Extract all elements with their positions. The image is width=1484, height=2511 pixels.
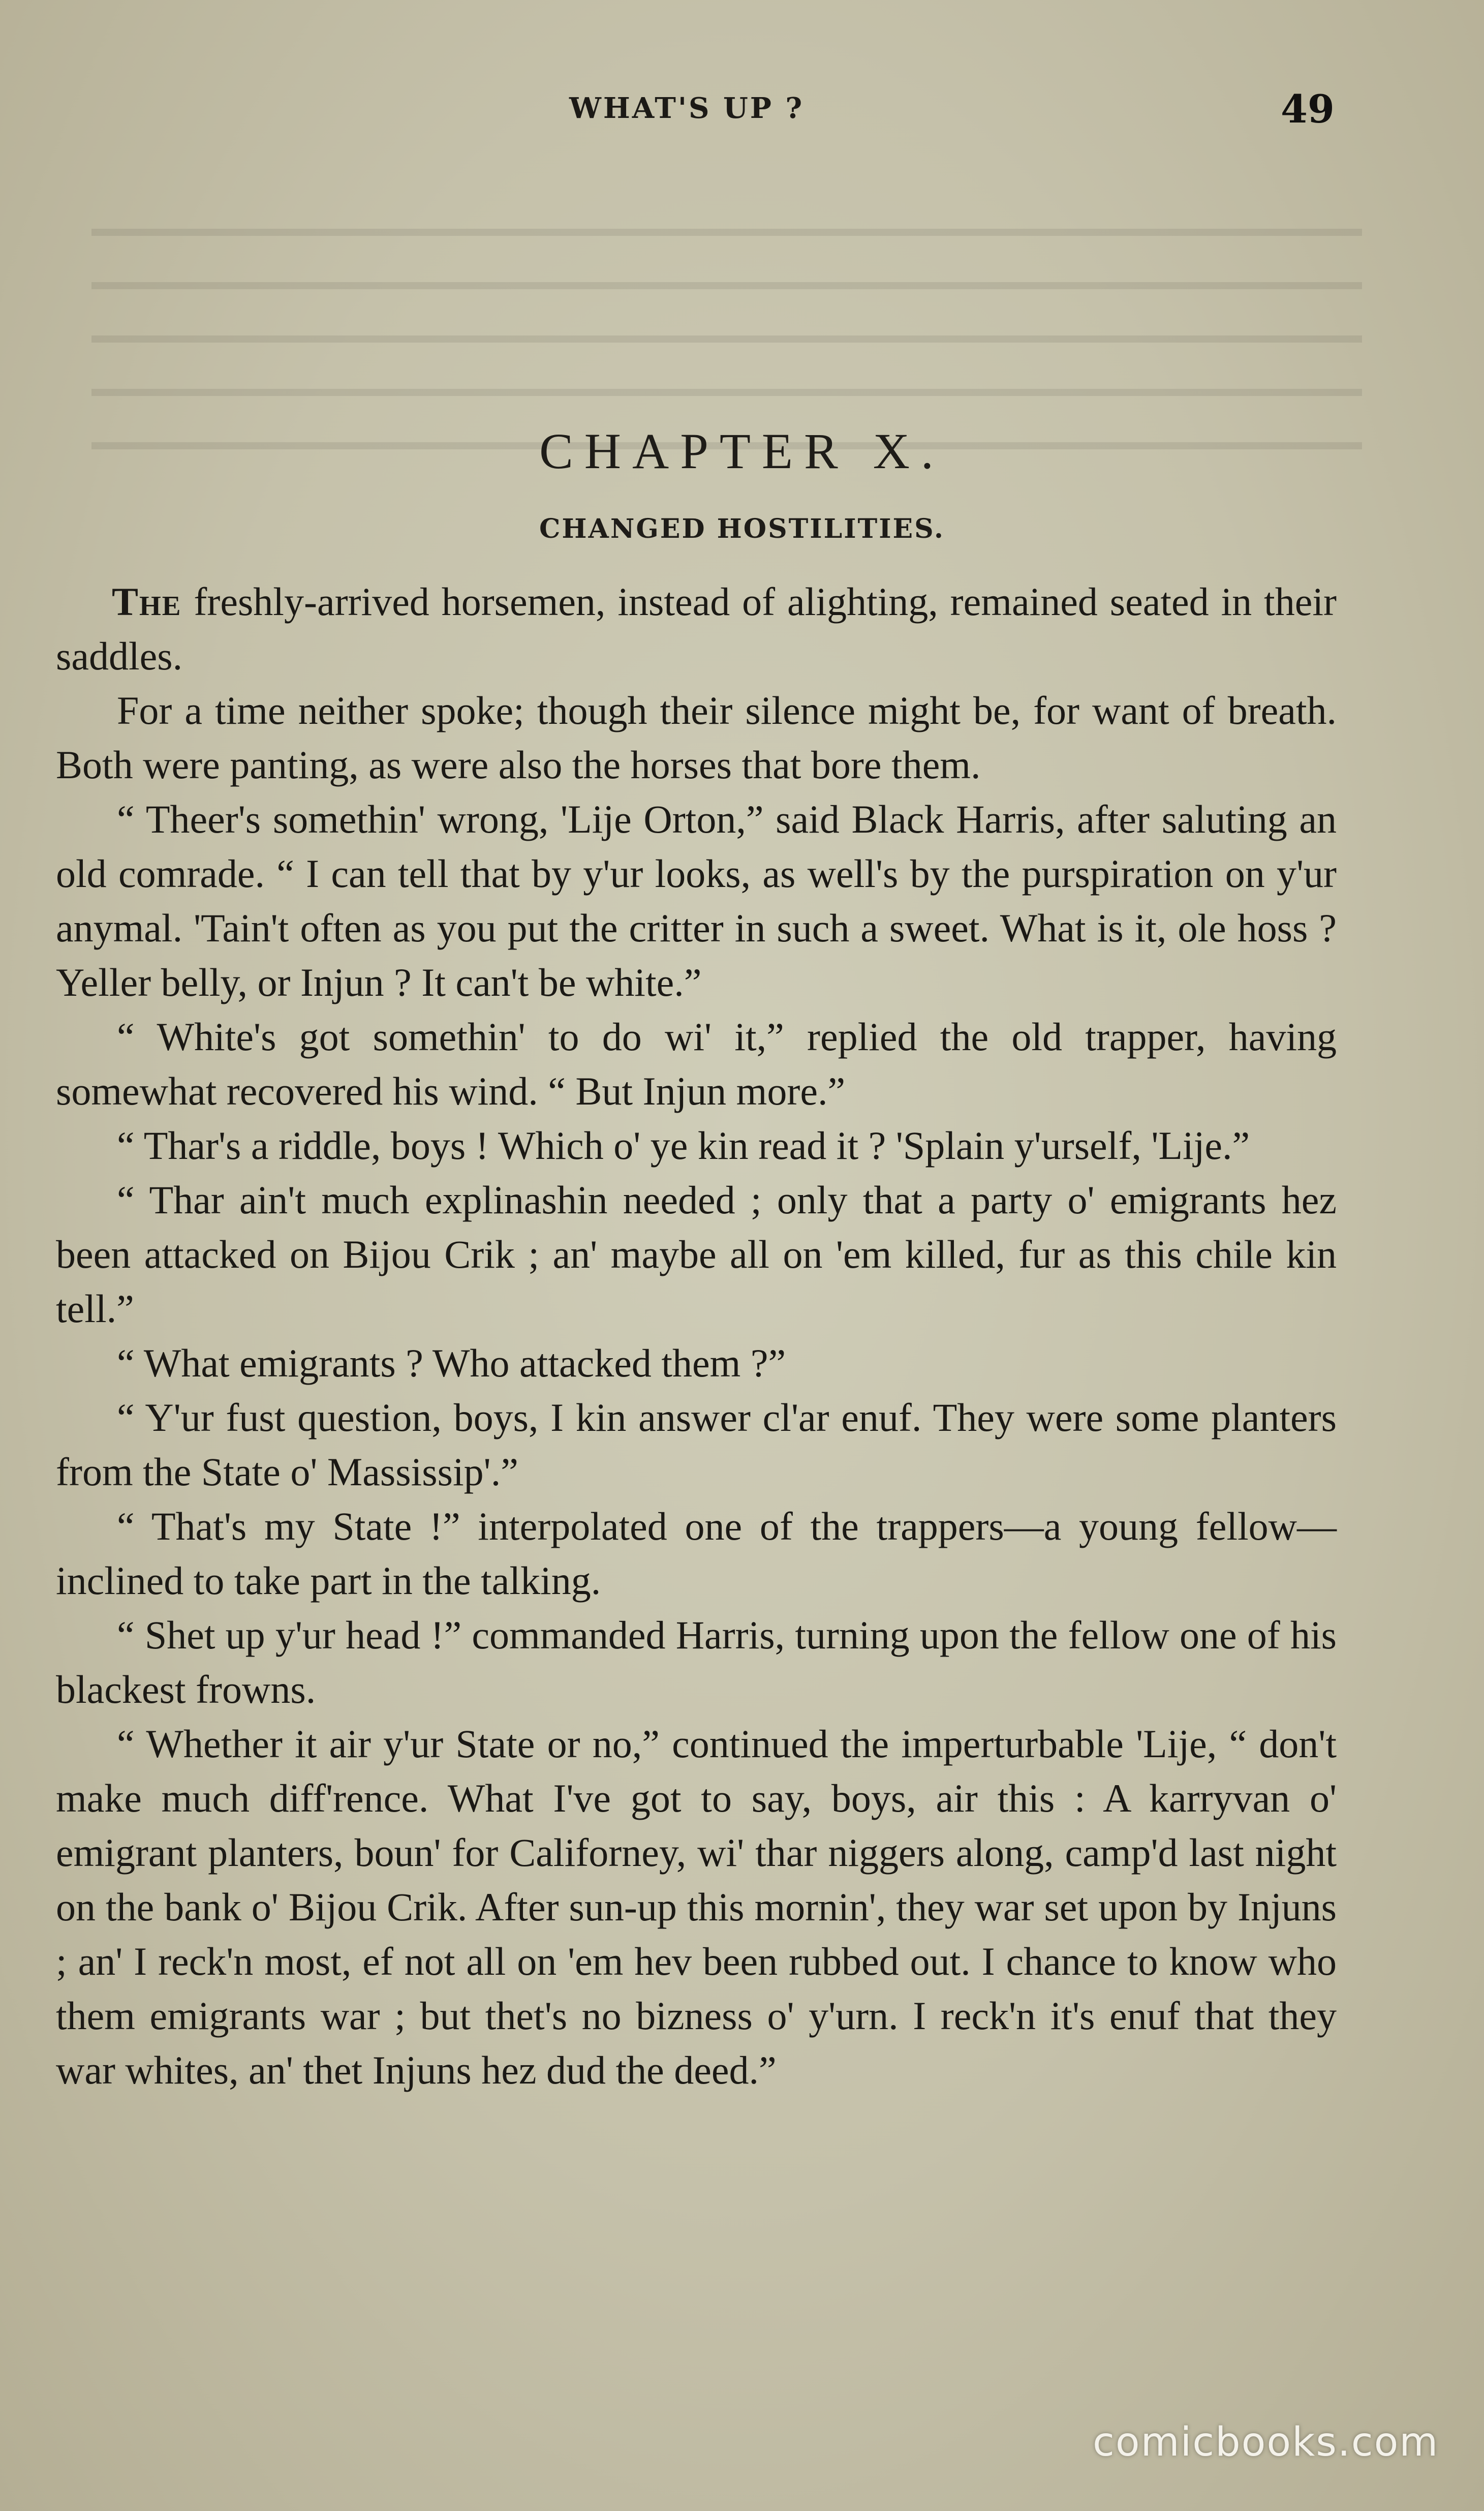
paragraph xyxy=(56,1608,1337,1717)
paragraph-text: “ Thar ain't much explinashin needed ; only that a party o' emigrants hez been attacked on Bijou Crik ; an' maybe all on 'em killed, fur as this chile kin tell.” xyxy=(56,1178,1337,1331)
paragraph xyxy=(56,1390,1337,1499)
chapter-subtitle: CHANGED HOSTILITIES. xyxy=(539,513,945,544)
running-head xyxy=(0,86,1484,137)
paragraph-lead-word: The xyxy=(112,579,182,624)
watermark: comicbooks.com xyxy=(1093,2420,1439,2465)
paragraph xyxy=(56,792,1337,1009)
paragraph xyxy=(56,683,1337,792)
paragraph xyxy=(56,574,1337,683)
paragraph xyxy=(56,1336,1337,1390)
chapter-body xyxy=(56,574,1337,2097)
paragraph-text: “ Thar's a riddle, boys ! Which o' ye kin read it ? 'Splain y'urself, 'Lije.” xyxy=(117,1123,1250,1168)
paragraph-text: “ Theer's somethin' wrong, 'Lije Orton,” said Black Harris, after saluting an old comrade. “ I can tell that by y'ur looks, as well's by the purspiration on y'ur anymal. 'Tain't often as you put the critter in such a sweet. What is it, ole hoss ? Yeller belly, or Injun ? It can't be white.” xyxy=(56,797,1337,1004)
paragraph xyxy=(56,1499,1337,1608)
paragraph-text: “ Y'ur fust question, boys, I kin answer cl'ar enuf. They were some planters from the State o' Massissip'.” xyxy=(56,1395,1337,1494)
paragraph-text: freshly-arrived horsemen, instead of alighting, remained seated in their saddles. xyxy=(56,579,1337,678)
paragraph-text: For a time neither spoke; though their silence might be, for want of breath. Both were panting, as were also the horses that bore them. xyxy=(56,688,1337,787)
paragraph-text: “ White's got somethin' to do wi' it,” replied the old trapper, having somewhat recovered his wind. “ But Injun more.” xyxy=(56,1015,1337,1113)
paragraph xyxy=(56,1118,1337,1173)
page-number: 49 xyxy=(1281,86,1335,132)
running-title: WHAT'S UP ? xyxy=(569,91,805,125)
paragraph-text: “ What emigrants ? Who attacked them ?” xyxy=(117,1341,786,1385)
paragraph xyxy=(56,1009,1337,1118)
chapter-heading: CHAPTER X. xyxy=(539,423,945,479)
paragraph xyxy=(56,1173,1337,1336)
paragraph-text: “ Shet up y'ur head !” commanded Harris, turning upon the fellow one of his blackest frowns. xyxy=(56,1613,1337,1711)
paragraph-text: “ That's my State !” interpolated one of the trappers—a young fellow—inclined to take part in the talking. xyxy=(56,1504,1337,1603)
paragraph-text: “ Whether it air y'ur State or no,” continued the imperturbable 'Lije, “ don't make much diff'rence. What I've got to say, boys, air this : A karryvan o' emigrant planters, boun' for Californey, wi' thar niggers along, camp'd last night on the bank o' Bijou Crik. After sun-up this mornin', they war set upon by Injuns ; an' I reck'n most, ef not all on 'em hev been rubbed out. I chance to know who them emigrants war ; but thet's no bizness o' y'urn. I reck'n it's enuf that they war whites, an' thet Injuns hez dud the deed.” xyxy=(56,1722,1337,2092)
paragraph xyxy=(56,1717,1337,2097)
